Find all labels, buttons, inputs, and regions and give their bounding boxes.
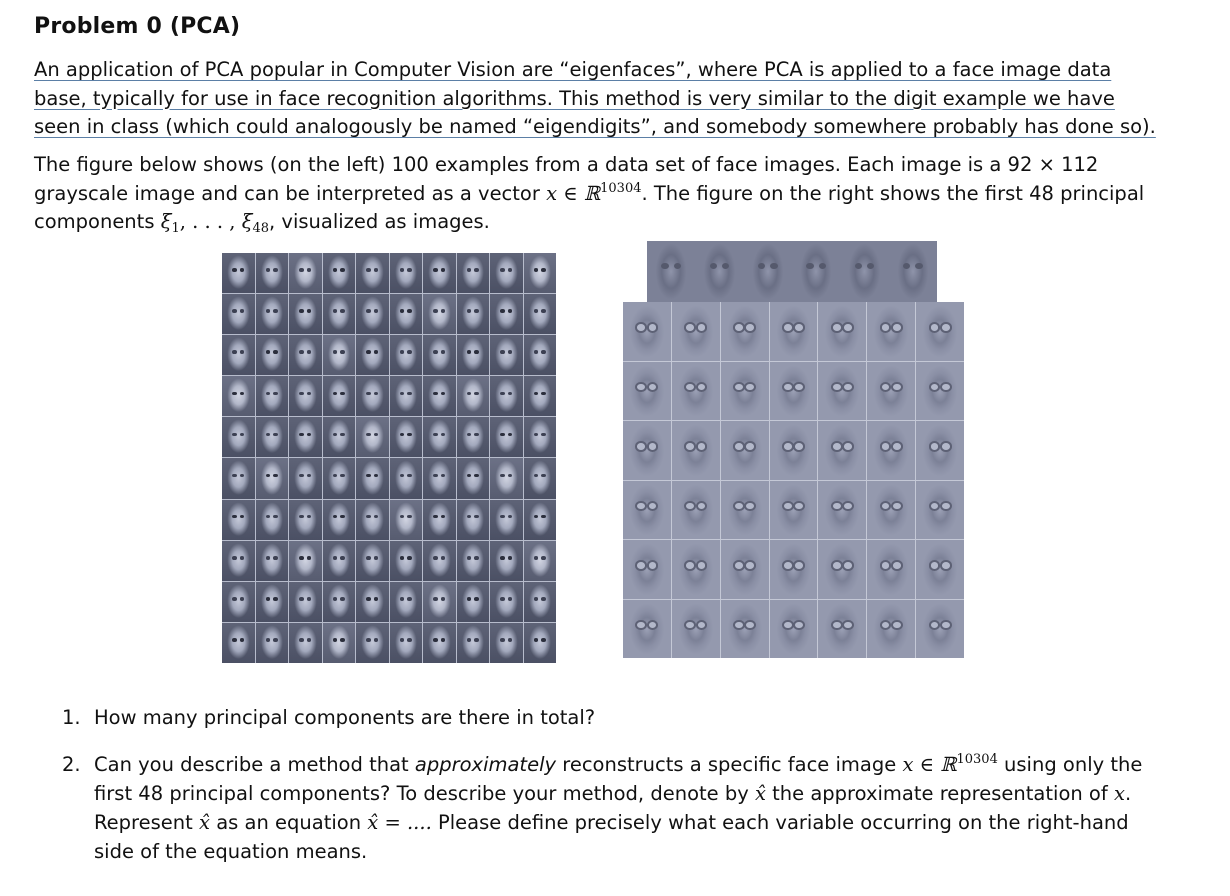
eigenface-image — [721, 362, 769, 421]
face-image — [289, 582, 322, 622]
eigenface-image — [867, 540, 915, 599]
face-image — [356, 582, 389, 622]
face-image — [256, 623, 289, 663]
face-image — [323, 335, 356, 375]
face-image — [524, 582, 557, 622]
eigenface-image — [867, 421, 915, 480]
face-image — [222, 500, 255, 540]
eigenface-image — [916, 302, 964, 361]
face-image — [423, 335, 456, 375]
eigenface-image — [770, 302, 818, 361]
face-image — [524, 335, 557, 375]
face-image — [256, 417, 289, 457]
face-image — [256, 253, 289, 293]
face-image — [457, 294, 490, 334]
eigenface-image — [770, 600, 818, 659]
eigenface-image — [672, 362, 720, 421]
question-number: 1. — [62, 706, 81, 729]
q2-xhat: x̂ — [754, 782, 766, 805]
face-image — [289, 458, 322, 498]
eigenface-image — [623, 481, 671, 540]
face-image — [256, 541, 289, 581]
face-image — [423, 623, 456, 663]
question-2 — [62, 750, 1162, 866]
question-text — [94, 750, 1162, 866]
q2-part3: using only the first 48 principal components? To describe your method, denote by — [94, 753, 1143, 805]
q2-equation: x̂ = .... — [367, 811, 432, 834]
intro-paragraph — [34, 56, 1159, 142]
face-image — [490, 294, 523, 334]
face-image — [457, 417, 490, 457]
face-image — [222, 253, 255, 293]
question-1 — [62, 703, 1162, 732]
face-image — [524, 623, 557, 663]
face-image — [490, 335, 523, 375]
face-image — [490, 623, 523, 663]
face-image — [490, 458, 523, 498]
eigenface-image — [770, 481, 818, 540]
eigenface-image — [916, 481, 964, 540]
eigenface-image — [818, 362, 866, 421]
face-image — [390, 376, 423, 416]
face-image — [457, 582, 490, 622]
face-image — [222, 458, 255, 498]
face-image — [423, 500, 456, 540]
eigenface-image — [623, 421, 671, 480]
face-image — [356, 623, 389, 663]
face-image — [390, 253, 423, 293]
face-image — [356, 500, 389, 540]
eigenface-image — [867, 600, 915, 659]
face-image — [323, 376, 356, 416]
face-image — [222, 376, 255, 416]
face-image — [490, 253, 523, 293]
eigenface-image — [840, 241, 888, 302]
question-number: 2. — [62, 753, 81, 776]
eigenface-image — [672, 540, 720, 599]
face-image — [256, 335, 289, 375]
face-image — [390, 335, 423, 375]
face-image — [390, 417, 423, 457]
face-image — [356, 294, 389, 334]
face-image — [524, 376, 557, 416]
eigenface-image — [721, 540, 769, 599]
eigenface-image — [818, 421, 866, 480]
math-xi-48: ξ — [241, 210, 253, 233]
math-sub-1: 1 — [171, 221, 180, 236]
face-image — [323, 541, 356, 581]
face-image — [323, 458, 356, 498]
eigenface-image — [672, 600, 720, 659]
problem-title: Problem 0 (PCA) — [34, 14, 241, 39]
face-image — [390, 541, 423, 581]
desc-part1: The figure below shows (on the left) 100 examples from a data set of face images. Each image is a 92 × 112 grayscale image and can be interpreted as a vector — [34, 153, 1099, 205]
face-image — [457, 623, 490, 663]
face-image — [289, 253, 322, 293]
face-image — [356, 458, 389, 498]
face-image — [222, 541, 255, 581]
eigenface-image — [916, 540, 964, 599]
question-text: How many principal components are there in total? — [94, 706, 596, 729]
q2-part7: Please define precisely what each variable occurring on the right-hand side of the equation means. — [94, 811, 1129, 863]
face-image — [490, 500, 523, 540]
eigenface-image — [916, 600, 964, 659]
q2-part4: the approximate representation of — [765, 782, 1114, 805]
face-image — [524, 541, 557, 581]
eigenface-image — [647, 241, 695, 302]
eigenface-image — [792, 241, 840, 302]
face-image — [256, 294, 289, 334]
q2-x: x — [1113, 782, 1125, 805]
eigenface-image — [916, 421, 964, 480]
eigenfaces-grid — [623, 302, 964, 658]
eigenface-image — [818, 600, 866, 659]
face-image — [490, 582, 523, 622]
eigenface-image — [721, 600, 769, 659]
desc-part3: , visualized as images. — [269, 210, 490, 233]
eigenface-image — [867, 481, 915, 540]
q2-part6: as an equation — [210, 811, 368, 834]
face-image — [490, 417, 523, 457]
eigenface-image — [721, 481, 769, 540]
math-x-in-r: x ∈ ℝ — [546, 181, 601, 205]
q2-exponent: 10304 — [956, 752, 998, 767]
eigenface-image — [916, 362, 964, 421]
face-image — [256, 458, 289, 498]
face-image — [222, 582, 255, 622]
face-image — [423, 294, 456, 334]
face-image — [457, 253, 490, 293]
face-examples-grid — [222, 253, 556, 663]
face-image — [222, 417, 255, 457]
q2-part5: . Represent — [94, 782, 1132, 834]
face-image — [256, 376, 289, 416]
face-image — [289, 294, 322, 334]
eigenface-image — [770, 421, 818, 480]
face-image — [524, 417, 557, 457]
face-image — [423, 253, 456, 293]
figure-description — [34, 151, 1159, 237]
eigenface-image — [672, 302, 720, 361]
face-image — [457, 458, 490, 498]
math-dots: , . . . , — [179, 210, 242, 233]
face-image — [256, 500, 289, 540]
face-image — [457, 335, 490, 375]
face-image — [256, 582, 289, 622]
eigenface-image — [721, 302, 769, 361]
face-image — [289, 500, 322, 540]
q2-xhat-2: x̂ — [199, 811, 210, 834]
face-image — [490, 541, 523, 581]
face-image — [323, 500, 356, 540]
face-image — [323, 582, 356, 622]
eigenface-image — [695, 241, 743, 302]
face-image — [524, 294, 557, 334]
face-image — [356, 335, 389, 375]
math-xi-1: ξ — [160, 210, 172, 233]
face-image — [222, 335, 255, 375]
math-sub-48: 48 — [252, 221, 270, 236]
math-exponent: 10304 — [600, 180, 642, 196]
face-image — [222, 294, 255, 334]
face-image — [457, 376, 490, 416]
face-image — [356, 253, 389, 293]
eigenface-image — [744, 241, 792, 302]
face-image — [390, 500, 423, 540]
face-image — [356, 541, 389, 581]
face-image — [323, 294, 356, 334]
face-image — [423, 541, 456, 581]
q2-emphasis: approximately — [414, 753, 557, 776]
face-image — [323, 623, 356, 663]
eigenface-image — [889, 241, 937, 302]
face-image — [222, 623, 255, 663]
desc-part2: . The figure on the right shows the first 48 principal components — [34, 181, 1145, 233]
face-image — [323, 417, 356, 457]
eigenface-image — [818, 481, 866, 540]
face-image — [289, 417, 322, 457]
face-image — [390, 623, 423, 663]
face-image — [289, 623, 322, 663]
face-image — [390, 458, 423, 498]
eigenface-image — [721, 421, 769, 480]
eigenface-image — [623, 362, 671, 421]
face-image — [457, 541, 490, 581]
face-image — [423, 458, 456, 498]
face-image — [390, 582, 423, 622]
q2-math: x ∈ ℝ — [902, 753, 957, 776]
face-image — [524, 253, 557, 293]
face-image — [423, 376, 456, 416]
face-image — [289, 541, 322, 581]
face-image — [524, 458, 557, 498]
q2-part1: Can you describe a method that — [94, 753, 415, 776]
eigenfaces-top-row — [647, 241, 937, 302]
eigenface-image — [672, 421, 720, 480]
q2-part2: reconstructs a specific face image — [556, 753, 903, 776]
face-image — [524, 500, 557, 540]
face-image — [490, 376, 523, 416]
eigenface-image — [818, 302, 866, 361]
intro-text: An application of PCA popular in Computer Vision are “eigenfaces”, where PCA is applied to a face image data base, typically for use in face recognition algorithms. This method is very similar to the digit example we have seen in class (which could analogously be named “eigendigits”, and somebody somewhere probably has done so). — [34, 58, 1156, 138]
eigenface-image — [623, 540, 671, 599]
face-image — [356, 376, 389, 416]
face-image — [390, 294, 423, 334]
eigenface-image — [623, 302, 671, 361]
face-image — [356, 417, 389, 457]
eigenface-image — [623, 600, 671, 659]
eigenface-image — [867, 302, 915, 361]
face-image — [423, 582, 456, 622]
eigenface-image — [818, 540, 866, 599]
eigenface-image — [867, 362, 915, 421]
face-image — [323, 253, 356, 293]
face-image — [423, 417, 456, 457]
eigenface-image — [770, 540, 818, 599]
eigenface-image — [672, 481, 720, 540]
face-image — [289, 376, 322, 416]
face-image — [457, 500, 490, 540]
eigenface-image — [770, 362, 818, 421]
face-image — [289, 335, 322, 375]
